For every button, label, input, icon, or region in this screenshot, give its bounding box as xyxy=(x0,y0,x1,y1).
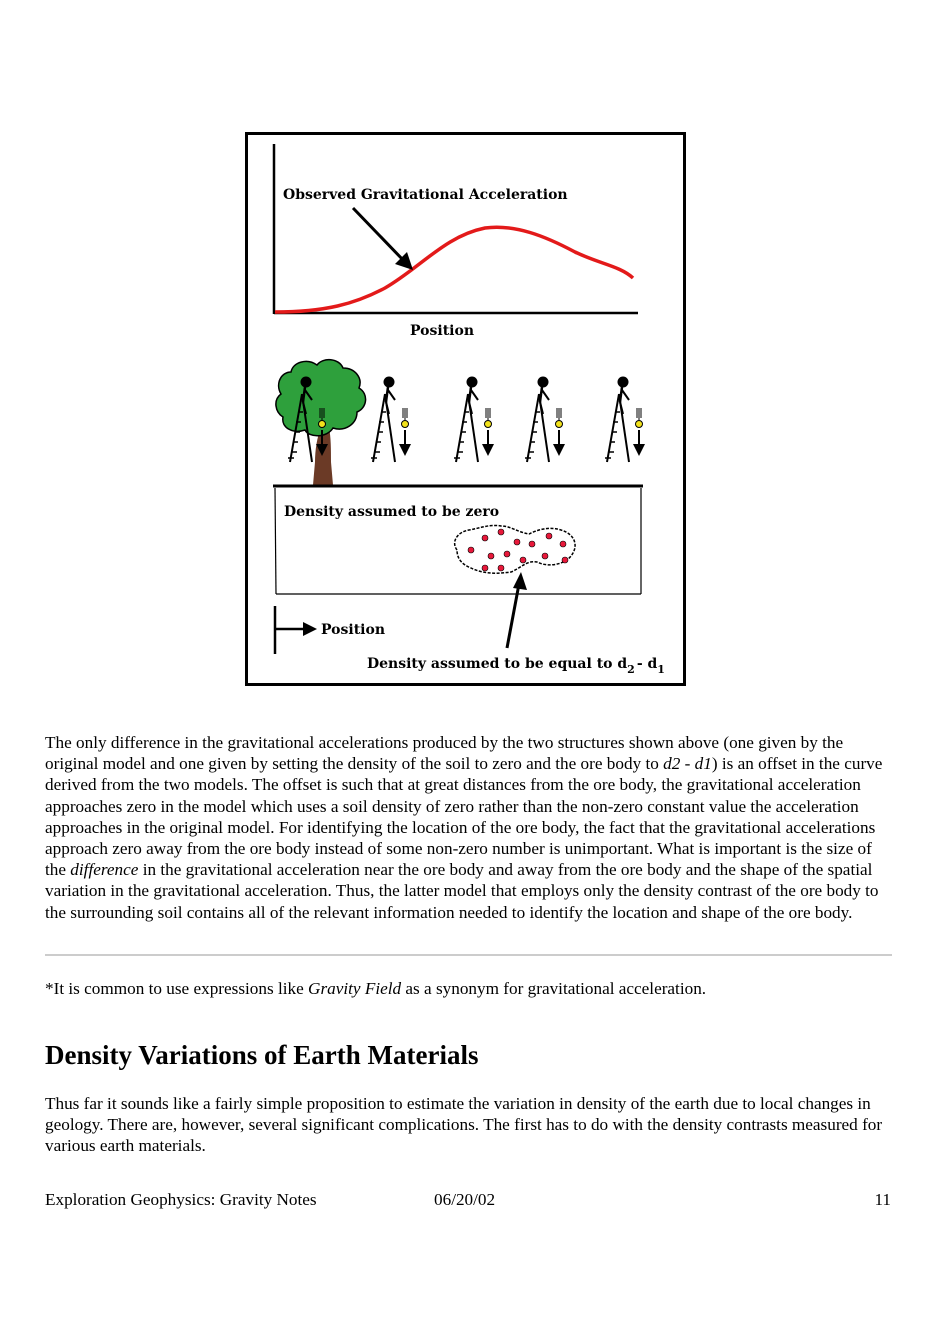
observed-acceleration-label: Observed Gravitational Acceleration xyxy=(283,187,568,203)
body-paragraph-2: Thus far it sounds like a fairly simple proposition to estimate the variation in density of the earth due to local changes in geology. There are, however, several significant complications. The first has to do with the density contrasts measured for various earth materials. xyxy=(45,1094,883,1156)
top-position-label: Position xyxy=(410,323,474,339)
footer-date: 06/20/02 xyxy=(434,1190,496,1209)
footnote: *It is common to use expressions like Gravity Field as a synonym for gravitational acceleration. xyxy=(45,979,707,998)
footer-title: Exploration Geophysics: Gravity Notes xyxy=(45,1190,317,1209)
soil-density-label: Density assumed to be zero xyxy=(284,504,500,520)
page-number: 11 xyxy=(874,1190,891,1209)
ore-density-label: Density assumed to be equal to $d_2 - d_1$ xyxy=(367,656,665,676)
bottom-position-label: Position xyxy=(321,622,385,638)
body-paragraph-1: The only difference in the gravitational accelerations produced by the two structures shown above (one given by the original model and one given by setting the density of the soil to zero and the ore body to d2 - d1) is an offset in the curve derived from the two models. The offset is such that at great distances from the ore body, the gravitational acceleration approaches zero in the model which uses a soil density of zero rather than the non-zero constant value the acceleration approaches in the original model. For identifying the location of the ore body, the fact that the gravitational accelerations approach zero away from the ore body instead of some non-zero number is unimportant. What is important is the size of the difference in the gravitational acceleration near the ore body and away from the ore body and the shape of the spatial variation in the gravitational acceleration. Thus, the latter model that employs only the density contrast of the ore body to the surrounding soil contains all of the relevant information needed to identify the location and shape of the ore body. xyxy=(45,733,883,922)
section-heading: Density Variations of Earth Materials xyxy=(45,1040,479,1070)
section-divider xyxy=(45,954,892,956)
gravity-model-figure xyxy=(245,132,686,686)
